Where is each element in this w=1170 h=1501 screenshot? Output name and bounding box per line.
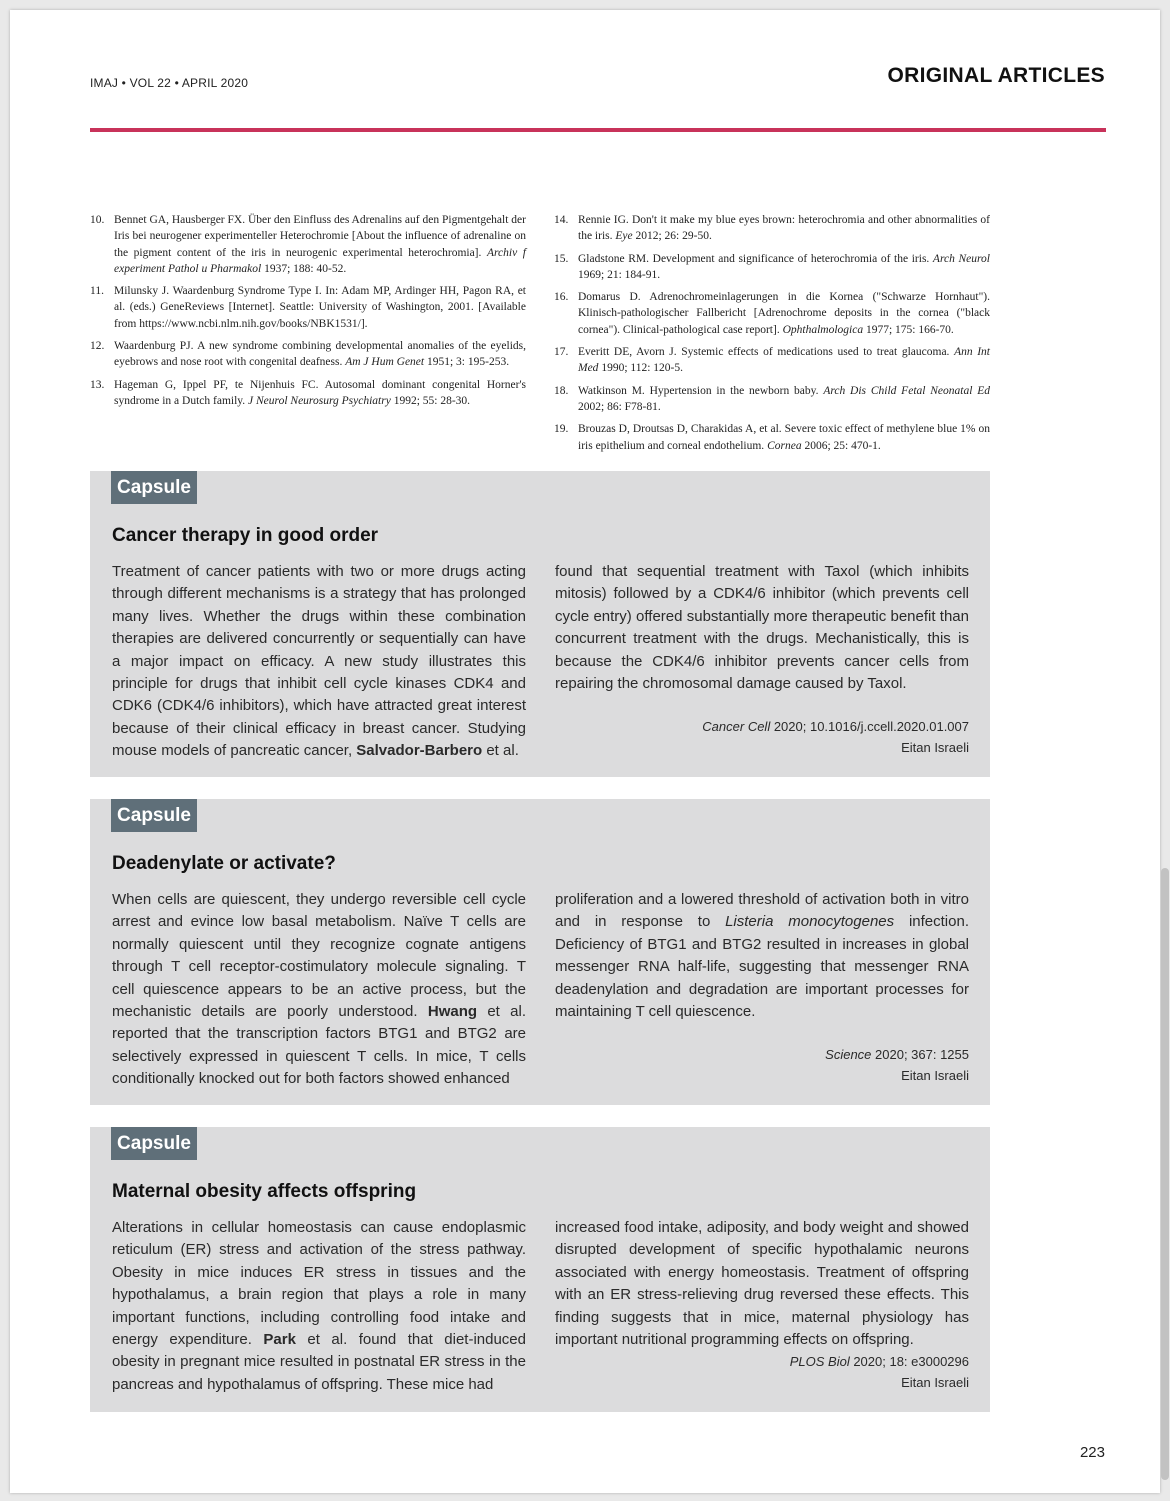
reference-item: 12. Waardenburg PJ. A new syndrome combining developmental anomalies of the eyelids, eyebrows and nose root with congenital deafness. Am J Hum Genet 1951; 3: 195-253. (90, 340, 526, 369)
reference-item: 19. Brouzas D, Droutsas D, Charakidas A, et al. Severe toxic effect of methylene blue 1% on iris epithelium and corneal endothelium. Cornea 2006; 25: 470-1. (554, 423, 990, 452)
reference-item: 14. Rennie IG. Don't it make my blue eyes brown: heterochromia and other abnormalities of the iris. Eye 2012; 26: 29-50. (554, 214, 990, 243)
capsule-column-right: increased food intake, adiposity, and body weight and showed disrupted development of specific hypothalamic neurons associated with energy homeostasis. Treatment of offspring with an ER stress-relieving drug reversed these effects. This finding suggests that in mice, maternal physiology has important nutritional programming effects on offspring. PLOS Biol 2020; 18: e3000296 Eitan Israeli (555, 1217, 969, 1393)
document-page (10, 10, 1160, 1493)
capsule-title: Deadenylate or activate? (112, 853, 336, 874)
capsule-tag: Capsule (111, 799, 197, 832)
reference-item: 11. Milunsky J. Waardenburg Syndrome Type I. In: Adam MP, Ardinger HH, Pagon RA, et al. (eds.) GeneReviews [Internet]. Seattle: University of Washington, 2001. [Available from https://www.ncbi.nlm.nih.gov/books/NBK1531/]. (90, 285, 526, 330)
capsule-title: Cancer therapy in good order (112, 525, 379, 546)
references-right-column (554, 212, 990, 460)
capsule-author: Eitan Israeli (901, 1068, 969, 1084)
capsule-citation: Science 2020; 367: 1255 (825, 1047, 969, 1063)
capsule-author: Eitan Israeli (901, 740, 969, 756)
page-number: 223 (1079, 1444, 1105, 1461)
capsule-column-right: found that sequential treatment with Taxol (which inhibits mitosis) followed by a CDK4/6 inhibitor (which prevents cell cycle entry) offered substantially more therapeutic benefit than concurrent treatment with the drugs. Mechanistically, this is because the CDK4/6 inhibitor prevents cancer cells from repairing the chromosomal damage caused by Taxol. Cancer Cell 2020; 10.1016/j.ccell.2020.01.007 Eitan Israeli (555, 561, 969, 758)
capsule-tag: Capsule (111, 471, 197, 504)
capsule-citation: Cancer Cell 2020; 10.1016/j.ccell.2020.01.007 (702, 719, 969, 735)
capsule-column-left: Treatment of cancer patients with two or more drugs acting through different mechanisms is a strategy that has prolonged many lives. Whether the drugs within these combination therapies are delivered concurrently or sequentially can have a major impact on efficacy. A new study illustrates this principle for drugs that inhibit cell cycle kinases CDK4 and CDK6 (CDK4/6 inhibitors), which have attracted great interest because of their clinical efficacy in breast cancer. Studying mouse models of pancreatic cancer, Salvador-Barbero et al. (112, 563, 526, 760)
capsule-box (90, 799, 990, 1105)
capsule-column-right: proliferation and a lowered threshold of activation both in vitro and in response to Listeria monocytogenes infection. Deficiency of BTG1 and BTG2 resulted in increases in global messenger RNA half-life, suggesting that messenger RNA deadenylation and degradation are important processes for maintaining T cell quiescence. Science 2020; 367: 1255 Eitan Israeli (555, 889, 969, 1086)
reference-item: 15. Gladstone RM. Development and significance of heterochromia of the iris. Arch Neurol 1969; 21: 184-91. (554, 252, 990, 281)
reference-item: 13. Hageman G, Ippel PF, te Nijenhuis FC. Autosomal dominant congenital Horner's syndrome in a Dutch family. J Neurol Neurosurg Psychiatry 1992; 55: 28-30. (90, 378, 526, 407)
capsule-title: Maternal obesity affects offspring (112, 1181, 417, 1202)
reference-item: 17. Everitt DE, Avorn J. Systemic effects of medications used to treat glaucoma. Ann Int Med 1990; 112: 120-5. (554, 346, 990, 375)
reference-item: 18. Watkinson M. Hypertension in the newborn baby. Arch Dis Child Fetal Neonatal Ed 2002; 86: F78-81. (554, 384, 991, 413)
reference-item: 16. Domarus D. Adrenochromeinlagerungen in die Kornea ("Schwarze Hornhaut"). Klinisch-pathologischer Fallbericht [Adrenochrome deposits in the cornea ("black cornea"). Clinical-pathological case report]. Ophthalmologica 1977; 175: 166-70. (554, 291, 990, 336)
section-title: ORIGINAL ARTICLES (887, 64, 1105, 87)
capsule-box (90, 471, 990, 777)
vertical-scrollbar[interactable] (1161, 868, 1169, 1480)
capsule-author: Eitan Israeli (901, 1375, 969, 1391)
capsule-tag: Capsule (111, 1127, 197, 1160)
capsule-column-left: Alterations in cellular homeostasis can cause endoplasmic reticulum (ER) stress and activation of the stress pathway. Obesity in mice induces ER stress in tissues and the hypothalamus, a brain region that plays a role in many important functions, including controlling food intake and energy expenditure. Park et al. found that diet-induced obesity in pregnant mice resulted in postnatal ER stress in the pancreas and hypothalamus of offspring. These mice had (112, 1219, 526, 1393)
capsule-box (90, 1127, 990, 1412)
capsule-citation: PLOS Biol 2020; 18: e3000296 (789, 1354, 969, 1370)
capsule-column-left: When cells are quiescent, they undergo reversible cell cycle arrest and evince low basal metabolism. Naïve T cells are normally quiescent until they recognize cognate antigens through T cell receptor-costimulatory molecule signaling. T cell quiescence appears to be an active process, but the mechanistic details are poorly understood. Hwang et al. reported that the transcription factors BTG1 and BTG2 are selectively expressed in quiescent T cells. In mice, T cells conditionally knocked out for both factors showed enhanced (112, 891, 526, 1088)
reference-item: 10. Bennet GA, Hausberger FX. Über den Einfluss des Adrenalins auf den Pigmentgehalt der Iris bei neurogener experimenteller Heterochromie [About the influence of adrenaline on the pigment content of the iris in neurogenic experimental heterochromia]. Archiv f experiment Pathol u Pharmakol 1937; 188: 40-52. (90, 214, 526, 275)
journal-header: IMAJ • VOL 22 • APRIL 2020 (90, 76, 249, 90)
references-left-column (90, 212, 526, 415)
header-rule (90, 128, 1106, 132)
